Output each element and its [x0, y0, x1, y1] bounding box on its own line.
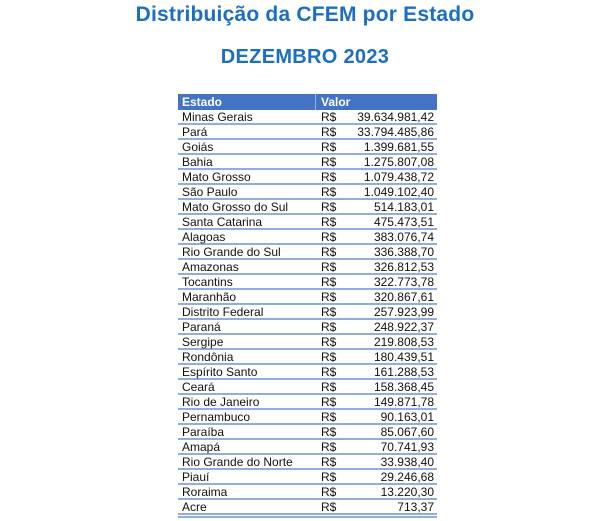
currency-symbol: R$: [321, 304, 337, 319]
valor-amount: 158.368,45: [373, 379, 434, 394]
estado-cell: Goiás: [182, 139, 214, 154]
table-row: [178, 395, 437, 410]
valor-cell: [316, 470, 437, 484]
valor-amount: 90.163,01: [380, 409, 434, 424]
estado-cell: Minas Gerais: [182, 109, 253, 124]
currency-symbol: R$: [321, 109, 337, 124]
valor-amount: 1.275.807,08: [363, 154, 434, 169]
valor-cell: [316, 455, 437, 469]
estado-cell: Paraná: [182, 319, 221, 334]
estado-cell: Distrito Federal: [182, 304, 264, 319]
currency-symbol: R$: [321, 184, 337, 199]
valor-amount: 320.867,61: [373, 289, 434, 304]
currency-symbol: R$: [321, 214, 337, 229]
table-row: [178, 350, 437, 365]
currency-symbol: R$: [321, 379, 337, 394]
valor-cell: [316, 110, 437, 124]
valor-amount: 514.183,01: [373, 199, 434, 214]
estado-cell: Rio de Janeiro: [182, 394, 260, 409]
currency-symbol: R$: [321, 394, 337, 409]
valor-amount: 13.220,30: [380, 484, 434, 499]
valor-cell: [316, 260, 437, 274]
valor-amount: 713,37: [397, 499, 434, 514]
valor-cell: [316, 215, 437, 229]
estado-cell: Santa Catarina: [182, 214, 263, 229]
valor-amount: 1.079.438,72: [363, 169, 434, 184]
valor-cell: [316, 410, 437, 424]
table-row: [178, 275, 437, 290]
table-row: [178, 500, 437, 515]
estado-cell: Rio Grande do Sul: [182, 244, 281, 259]
table-row: [178, 455, 437, 470]
estado-cell: Rio Grande do Norte: [182, 454, 293, 469]
valor-cell: [316, 290, 437, 304]
valor-amount: 257.923,99: [373, 304, 434, 319]
currency-symbol: R$: [321, 364, 337, 379]
currency-symbol: R$: [321, 244, 337, 259]
valor-amount: 39.634.981,42: [357, 109, 434, 124]
table-body: [178, 110, 437, 515]
table-bottom-border: [178, 516, 437, 518]
valor-cell: [316, 275, 437, 289]
cfem-table: [178, 94, 437, 518]
table-header-row: [178, 94, 437, 110]
table-row: [178, 320, 437, 335]
valor-cell: [316, 170, 437, 184]
estado-cell: São Paulo: [182, 184, 238, 199]
table-row: [178, 260, 437, 275]
valor-cell: [316, 230, 437, 244]
estado-cell: Roraima: [182, 484, 228, 499]
currency-symbol: R$: [321, 439, 337, 454]
table-row: [178, 215, 437, 230]
table-row: [178, 305, 437, 320]
table-row: [178, 440, 437, 455]
table-row: [178, 365, 437, 380]
table-row: [178, 470, 437, 485]
currency-symbol: R$: [321, 139, 337, 154]
estado-cell: Mato Grosso do Sul: [182, 199, 289, 214]
valor-amount: 29.246,68: [380, 469, 434, 484]
estado-cell: Pernambuco: [182, 409, 251, 424]
valor-cell: [316, 320, 437, 334]
currency-symbol: R$: [321, 424, 337, 439]
currency-symbol: R$: [321, 334, 337, 349]
currency-symbol: R$: [321, 124, 337, 139]
currency-symbol: R$: [321, 154, 337, 169]
valor-cell: [316, 485, 437, 499]
valor-amount: 326.812,53: [373, 259, 434, 274]
valor-amount: 180.439,51: [373, 349, 434, 364]
currency-symbol: R$: [321, 169, 337, 184]
page-title: Distribuição da CFEM por Estado: [135, 3, 475, 26]
valor-cell: [316, 305, 437, 319]
currency-symbol: R$: [321, 484, 337, 499]
valor-amount: 33.794.485,86: [357, 124, 434, 139]
valor-amount: 70.741,93: [380, 439, 434, 454]
table-row: [178, 185, 437, 200]
estado-cell: Amapá: [182, 439, 221, 454]
valor-cell: [316, 380, 437, 394]
valor-cell: [316, 125, 437, 139]
valor-amount: 149.871,78: [373, 394, 434, 409]
estado-cell: Pará: [182, 124, 208, 139]
valor-amount: 1.049.102,40: [363, 184, 434, 199]
currency-symbol: R$: [321, 454, 337, 469]
valor-amount: 383.076,74: [373, 229, 434, 244]
estado-cell: Sergipe: [182, 334, 224, 349]
table-row: [178, 230, 437, 245]
currency-symbol: R$: [321, 499, 337, 514]
valor-amount: 85.067,60: [380, 424, 434, 439]
valor-cell: [316, 350, 437, 364]
valor-amount: 219.808,53: [373, 334, 434, 349]
valor-amount: 475.473,51: [373, 214, 434, 229]
table-row: [178, 425, 437, 440]
valor-amount: 33.938,40: [380, 454, 434, 469]
valor-cell: [316, 335, 437, 349]
valor-cell: [316, 155, 437, 169]
estado-cell: Ceará: [182, 379, 215, 394]
table-row: [178, 290, 437, 305]
estado-cell: Tocantins: [182, 274, 233, 289]
estado-cell: Maranhão: [182, 289, 237, 304]
valor-cell: [316, 425, 437, 439]
valor-cell: [316, 185, 437, 199]
table-row: [178, 125, 437, 140]
currency-symbol: R$: [321, 319, 337, 334]
table-row: [178, 335, 437, 350]
valor-amount: 322.773,78: [373, 274, 434, 289]
estado-cell: Amazonas: [182, 259, 239, 274]
estado-cell: Piauí: [182, 469, 210, 484]
valor-cell: [316, 245, 437, 259]
currency-symbol: R$: [321, 274, 337, 289]
table-row: [178, 110, 437, 125]
estado-cell: Acre: [182, 499, 207, 514]
valor-amount: 248.922,37: [373, 319, 434, 334]
table-row: [178, 200, 437, 215]
estado-cell: Bahia: [182, 154, 213, 169]
currency-symbol: R$: [321, 199, 337, 214]
valor-cell: [316, 200, 437, 214]
currency-symbol: R$: [321, 349, 337, 364]
valor-amount: 336.388,70: [373, 244, 434, 259]
currency-symbol: R$: [321, 469, 337, 484]
table-row: [178, 245, 437, 260]
table-row: [178, 410, 437, 425]
valor-cell: [316, 365, 437, 379]
estado-cell: Espírito Santo: [182, 364, 258, 379]
valor-cell: [316, 440, 437, 454]
valor-cell: [316, 140, 437, 154]
estado-cell: Mato Grosso: [182, 169, 251, 184]
table-row: [178, 380, 437, 395]
currency-symbol: R$: [321, 289, 337, 304]
page-subtitle: DEZEMBRO 2023: [220, 46, 390, 68]
valor-cell: [316, 395, 437, 409]
table-row: [178, 170, 437, 185]
column-header-estado: Estado: [178, 94, 316, 110]
currency-symbol: R$: [321, 259, 337, 274]
valor-cell: [316, 500, 437, 514]
estado-cell: Rondônia: [182, 349, 234, 364]
estado-cell: Paraíba: [182, 424, 225, 439]
table-row: [178, 155, 437, 170]
column-header-valor: Valor: [321, 95, 351, 109]
currency-symbol: R$: [321, 409, 337, 424]
valor-amount: 1.399.681,55: [363, 139, 434, 154]
table-row: [178, 140, 437, 155]
estado-cell: Alagoas: [182, 229, 226, 244]
currency-symbol: R$: [321, 229, 337, 244]
valor-amount: 161.288,53: [373, 364, 434, 379]
table-row: [178, 485, 437, 500]
